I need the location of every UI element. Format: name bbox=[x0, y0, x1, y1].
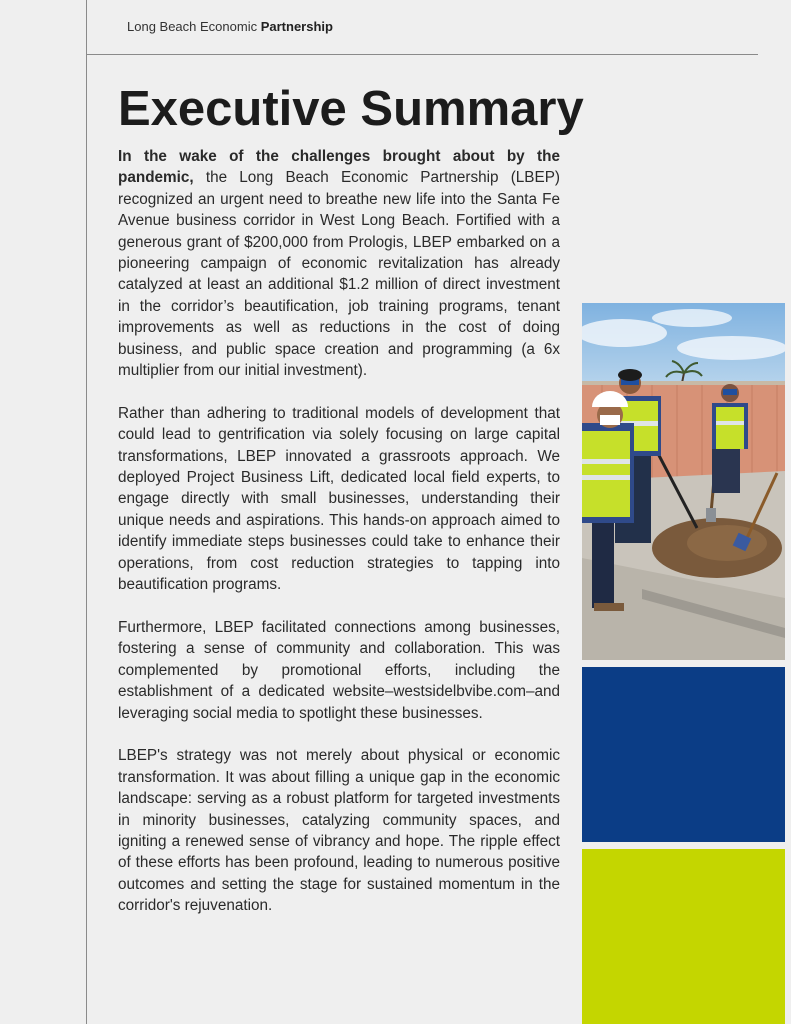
blue-color-block bbox=[582, 667, 785, 842]
left-margin-rule bbox=[86, 0, 87, 1024]
organization-name-bold: Partnership bbox=[260, 19, 333, 34]
paragraph-1-text: the Long Beach Economic Partnership (LBEP) recognized an urgent need to breathe new life into the Santa Fe Avenue business corridor in West Long Beach. Fortified with a generous grant of $200,000 from Prologis, LBEP embarked on a pioneering campaign of economic revitalization has already catalyzed at least an additional $1.2 million of direct investment in the corridor’s beautification, job training programs, tenant improvements as well as reductions in the cost of doing business, and public space creation and programming (a 6x multiplier from our initial investment). bbox=[118, 169, 560, 380]
green-color-block bbox=[582, 849, 785, 1024]
paragraph-1 bbox=[118, 146, 560, 381]
tree-planting-photo bbox=[582, 303, 785, 660]
page-title: Executive Summary bbox=[118, 82, 584, 136]
paragraph-4: LBEP's strategy was not merely about physical or economic transformation. It was about filling a unique gap in the economic landscape: serving as a robust platform for targeted investments in minority businesses, catalyzing community spaces, and igniting a renewed sense of vibrancy and hope. The ripple effect of these efforts has been profound, leading to numerous positive outcomes and setting the stage for sustained momentum in the corridor's rejuvenation. bbox=[118, 747, 560, 915]
paragraph-2: Rather than adhering to traditional models of development that could lead to gentrification via solely focusing on large capital transformations, LBEP innovated a grassroots approach. We deployed Project Business Lift, dedicated local field experts, to engage directly with small businesses, understanding their unique needs and aspirations. This hands-on approach aimed to identify immediate steps businesses could take to enhance their operations, from cost reduction strategies to tapping into beautification programs. bbox=[118, 404, 560, 594]
summary-body bbox=[118, 146, 560, 917]
organization-name bbox=[127, 19, 333, 34]
header-rule bbox=[86, 54, 758, 55]
organization-name-prefix: Long Beach Economic bbox=[127, 19, 258, 34]
paragraph-1-lead: In the wake of the challenges brought about by the pandemic, bbox=[118, 148, 560, 187]
paragraph-3: Furthermore, LBEP facilitated connections among businesses, fostering a sense of community and collaboration. This was complemented by promotional efforts, including the establishment of a dedicated website–westsidelbvibe.com–and leveraging social media to spotlight these businesses. bbox=[118, 618, 560, 722]
